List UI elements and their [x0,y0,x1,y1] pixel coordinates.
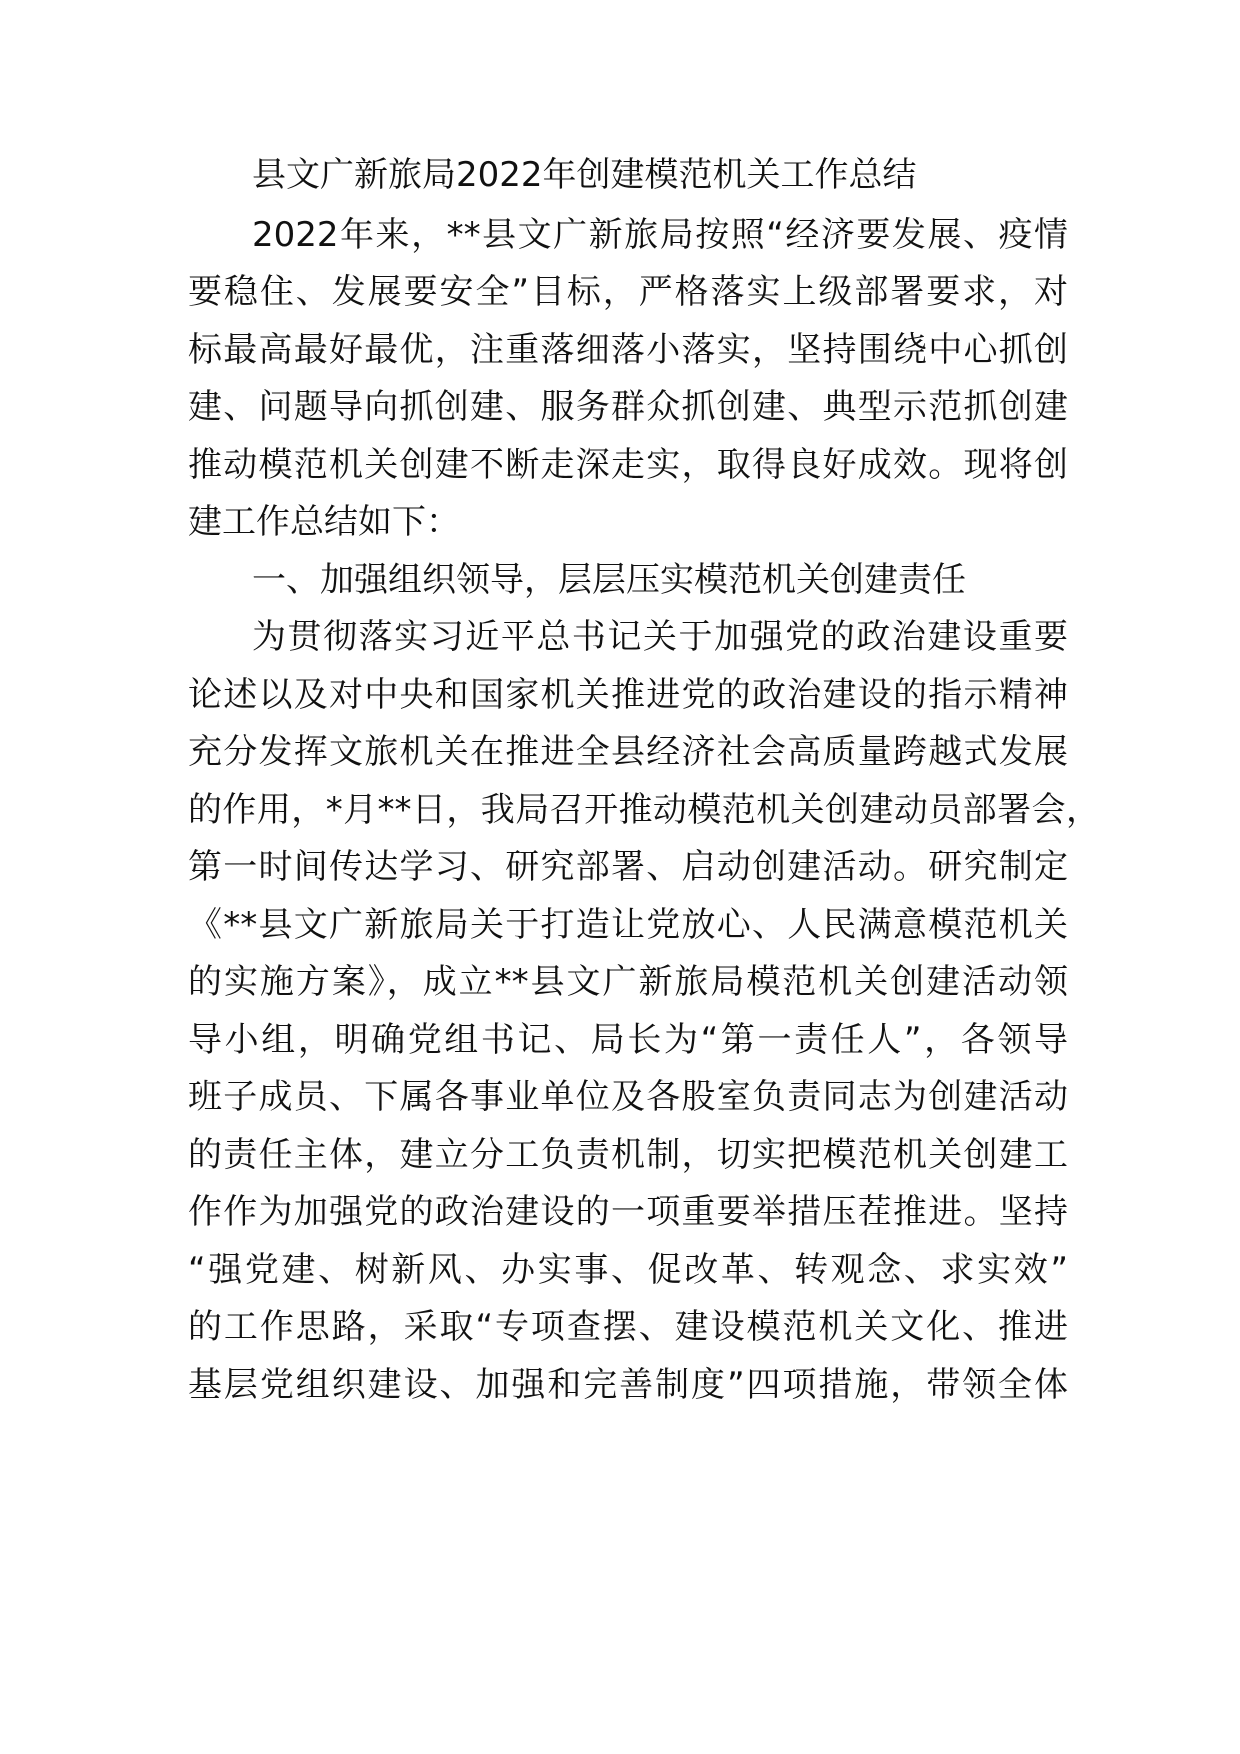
intro-line: 建、问题导向抓创建、服务群众抓创建、典型示范抓创建 [188,387,1068,427]
section-line: 的责任主体，建立分工负责机制，切实把模范机关创建工 [188,1135,1068,1175]
intro-line: 2022年来，**县文广新旅局按照“经济要发展、疫情 [252,215,1068,255]
section-line: 班子成员、下属各事业单位及各股室负责同志为创建活动 [188,1077,1068,1117]
section-line: 充分发挥文旅机关在推进全县经济社会高质量跨越式发展 [188,732,1068,772]
section-line: 第一时间传达学习、研究部署、启动创建活动。研究制定 [188,847,1068,887]
section-heading: 一、加强组织领导，层层压实模范机关创建责任 [252,560,966,600]
section-line: 作作为加强党的政治建设的一项重要举措压茬推进。坚持 [188,1192,1068,1232]
section-line: 的实施方案》，成立**县文广新旅局模范机关创建活动领 [188,962,1068,1002]
intro-line: 标最高最好最优，注重落细落小落实，坚持围绕中心抓创 [188,330,1068,370]
section-line: 论述以及对中央和国家机关推进党的政治建设的指示精神 [188,675,1068,715]
section-line: 为贯彻落实习近平总书记关于加强党的政治建设重要 [252,617,1068,657]
section-line: 基层党组织建设、加强和完善制度”四项措施，带领全体 [188,1365,1068,1405]
document-title: 县文广新旅局2022年创建模范机关工作总结 [252,155,917,195]
intro-line: 要稳住、发展要安全”目标，严格落实上级部署要求，对 [188,272,1068,312]
section-line: 的作用，*月**日，我局召开推动模范机关创建动员部署会， [188,790,1100,830]
intro-line: 推动模范机关创建不断走深走实，取得良好成效。现将创 [188,445,1068,485]
section-line: 的工作思路，采取“专项查摆、建设模范机关文化、推进 [188,1307,1068,1347]
section-line: “强党建、树新风、办实事、促改革、转观念、求实效” [188,1250,1068,1290]
section-line: 导小组，明确党组书记、局长为“第一责任人”，各领导 [188,1020,1068,1060]
intro-line: 建工作总结如下： [188,502,460,542]
section-line: 《**县文广新旅局关于打造让党放心、人民满意模范机关 [188,905,1068,945]
